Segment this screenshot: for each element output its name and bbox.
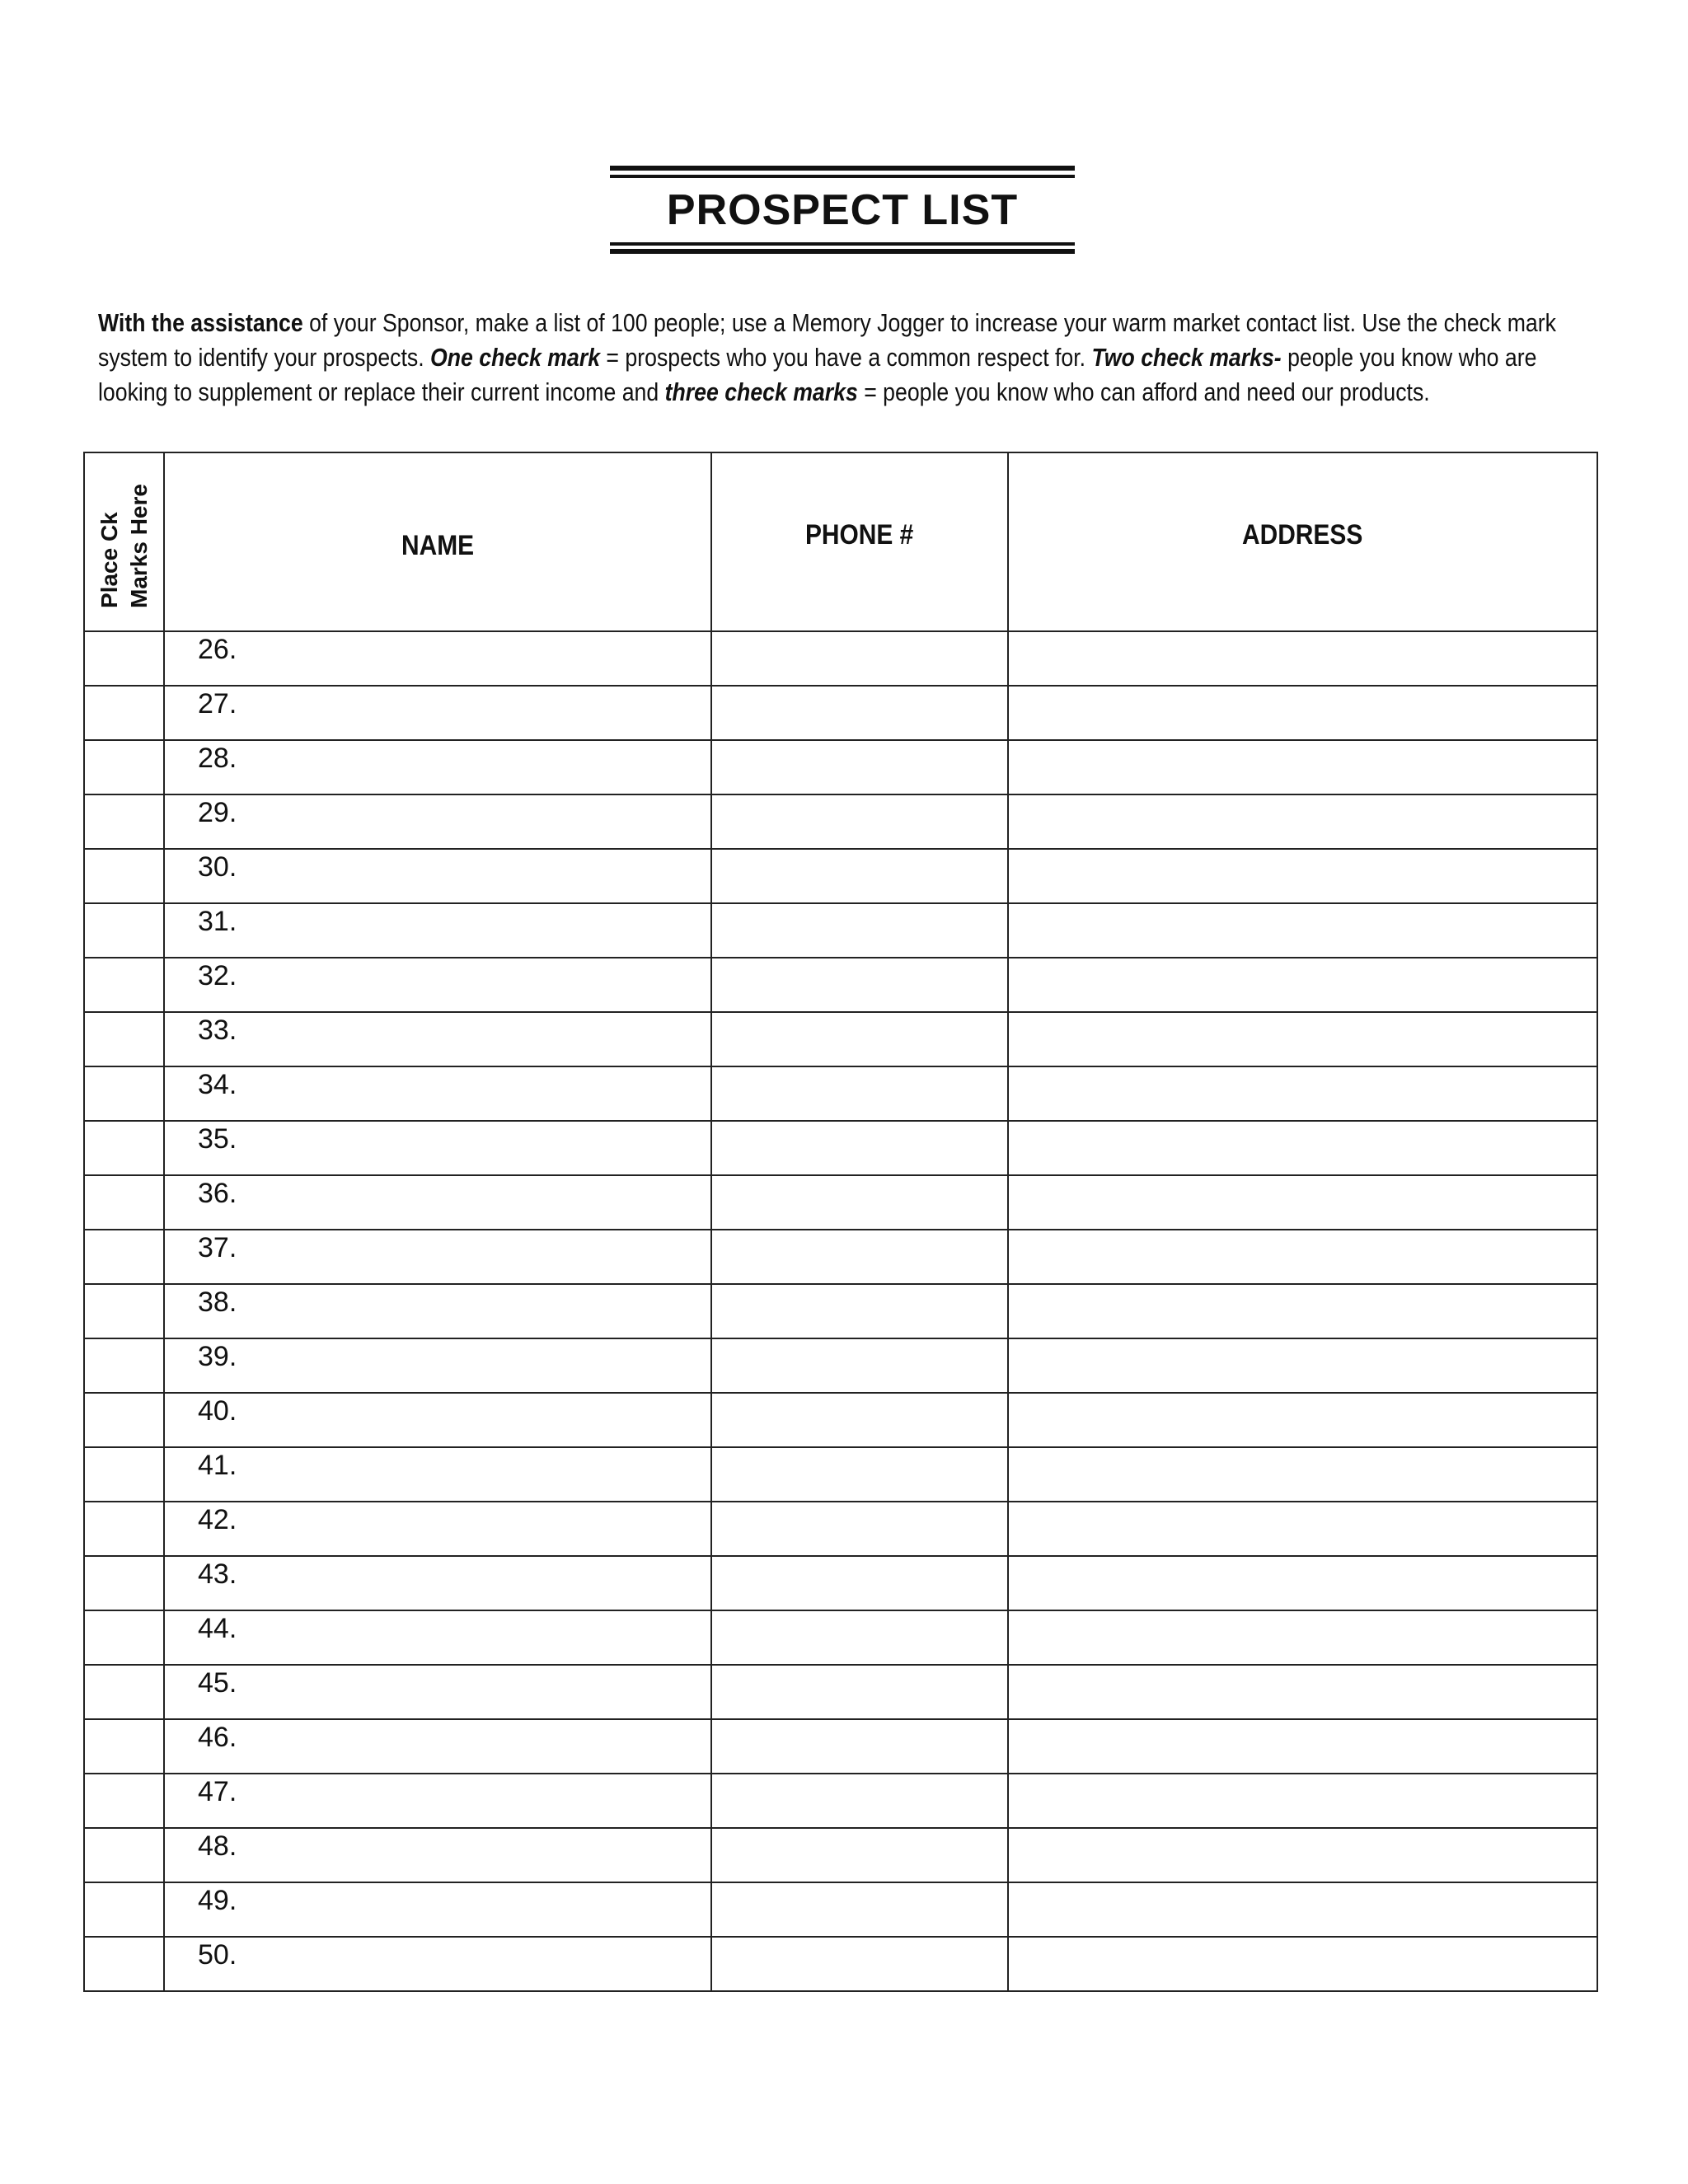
name-header <box>164 452 711 631</box>
table-row <box>84 1937 1597 1991</box>
check-mark-cell[interactable] <box>84 1012 164 1066</box>
phone-cell[interactable] <box>711 958 1008 1012</box>
table-row <box>84 958 1597 1012</box>
intro-two-check: Two check marks- <box>1091 343 1282 372</box>
table-row <box>84 1338 1597 1393</box>
name-cell[interactable] <box>164 1774 711 1828</box>
row-number: 36. <box>198 1178 237 1209</box>
row-number: 35. <box>198 1123 237 1155</box>
address-header <box>1008 452 1597 631</box>
address-cell[interactable] <box>1008 1121 1597 1175</box>
phone-header <box>711 452 1008 631</box>
table-row <box>84 1719 1597 1774</box>
name-cell[interactable] <box>164 1937 711 1991</box>
name-cell[interactable] <box>164 1447 711 1502</box>
table-row <box>84 1175 1597 1230</box>
name-header-label: NAME <box>401 530 475 561</box>
row-number: 37. <box>198 1232 237 1263</box>
check-mark-cell[interactable] <box>84 631 164 686</box>
address-cell[interactable] <box>1008 794 1597 849</box>
address-cell[interactable] <box>1008 1393 1597 1447</box>
check-mark-cell[interactable] <box>84 1610 164 1665</box>
table-row <box>84 631 1597 686</box>
intro-text-2: = prospects who you have a common respect for. <box>600 343 1092 372</box>
table-row <box>84 903 1597 958</box>
title-rule-bottom-thin <box>610 242 1075 246</box>
row-number: 27. <box>198 688 237 719</box>
address-cell[interactable] <box>1008 1284 1597 1338</box>
check-mark-cell[interactable] <box>84 740 164 794</box>
address-cell[interactable] <box>1008 1447 1597 1502</box>
phone-cell[interactable] <box>711 1338 1008 1393</box>
phone-cell[interactable] <box>711 1937 1008 1991</box>
check-mark-cell[interactable] <box>84 1393 164 1447</box>
name-cell[interactable] <box>164 1882 711 1937</box>
phone-cell[interactable] <box>711 1502 1008 1556</box>
table-row <box>84 1066 1597 1121</box>
check-mark-cell[interactable] <box>84 1066 164 1121</box>
check-mark-cell[interactable] <box>84 1284 164 1338</box>
address-cell[interactable] <box>1008 686 1597 740</box>
phone-cell[interactable] <box>711 631 1008 686</box>
table-row <box>84 1284 1597 1338</box>
check-header-line-2: Marks Here <box>125 483 152 608</box>
row-number: 26. <box>198 634 237 665</box>
row-number: 31. <box>198 906 237 937</box>
address-cell[interactable] <box>1008 1066 1597 1121</box>
name-cell[interactable] <box>164 958 711 1012</box>
name-cell[interactable] <box>164 1665 711 1719</box>
address-cell[interactable] <box>1008 1012 1597 1066</box>
row-number: 41. <box>198 1450 237 1481</box>
address-cell[interactable] <box>1008 1719 1597 1774</box>
intro-text-3: people you know who are looking to supplement or replace their current income and <box>98 343 1537 406</box>
name-cell[interactable] <box>164 631 711 686</box>
table-row <box>84 686 1597 740</box>
address-cell[interactable] <box>1008 1774 1597 1828</box>
table-row <box>84 1393 1597 1447</box>
row-number: 38. <box>198 1286 237 1318</box>
row-number: 29. <box>198 797 237 828</box>
intro-one-check: One check mark <box>430 343 601 372</box>
table-row <box>84 1774 1597 1828</box>
check-mark-cell[interactable] <box>84 686 164 740</box>
name-cell[interactable] <box>164 1284 711 1338</box>
prospect-table <box>83 452 1598 1992</box>
title-rule-bottom-thick <box>610 249 1075 254</box>
phone-cell[interactable] <box>711 1719 1008 1774</box>
row-number: 48. <box>198 1830 237 1862</box>
table-row <box>84 1556 1597 1610</box>
name-cell[interactable] <box>164 1338 711 1393</box>
phone-cell[interactable] <box>711 1121 1008 1175</box>
address-header-label: ADDRESS <box>1242 519 1363 551</box>
name-cell[interactable] <box>164 1012 711 1066</box>
check-mark-cell[interactable] <box>84 849 164 903</box>
row-number: 49. <box>198 1885 237 1916</box>
row-number: 39. <box>198 1341 237 1372</box>
table-row <box>84 1610 1597 1665</box>
address-cell[interactable] <box>1008 1882 1597 1937</box>
phone-cell[interactable] <box>711 1066 1008 1121</box>
name-cell[interactable] <box>164 740 711 794</box>
address-cell[interactable] <box>1008 958 1597 1012</box>
row-number: 30. <box>198 851 237 883</box>
row-number: 28. <box>198 743 237 774</box>
name-cell[interactable] <box>164 1066 711 1121</box>
title-rule-top-thin <box>610 175 1075 178</box>
table-row <box>84 1447 1597 1502</box>
row-number: 45. <box>198 1667 237 1699</box>
check-mark-cell[interactable] <box>84 1447 164 1502</box>
phone-header-label: PHONE # <box>805 519 914 551</box>
table-row <box>84 1012 1597 1066</box>
row-number: 50. <box>198 1939 237 1971</box>
name-cell[interactable] <box>164 794 711 849</box>
phone-cell[interactable] <box>711 903 1008 958</box>
table-row <box>84 1502 1597 1556</box>
check-mark-cell[interactable] <box>84 1556 164 1610</box>
phone-cell[interactable] <box>711 1882 1008 1937</box>
phone-cell[interactable] <box>711 1284 1008 1338</box>
intro-text-4: = people you know who can afford and need our products. <box>857 377 1430 406</box>
phone-cell[interactable] <box>711 794 1008 849</box>
row-number: 34. <box>198 1069 237 1100</box>
phone-cell[interactable] <box>711 1175 1008 1230</box>
check-mark-cell[interactable] <box>84 1121 164 1175</box>
intro-three-check: three check marks <box>664 377 858 406</box>
name-cell[interactable] <box>164 686 711 740</box>
check-mark-cell[interactable] <box>84 1175 164 1230</box>
table-row <box>84 740 1597 794</box>
table-row <box>84 1882 1597 1937</box>
address-cell[interactable] <box>1008 740 1597 794</box>
table-row <box>84 849 1597 903</box>
phone-cell[interactable] <box>711 1556 1008 1610</box>
name-cell[interactable] <box>164 849 711 903</box>
name-cell[interactable] <box>164 903 711 958</box>
check-mark-cell[interactable] <box>84 1502 164 1556</box>
address-cell[interactable] <box>1008 1556 1597 1610</box>
phone-cell[interactable] <box>711 1610 1008 1665</box>
check-header-line-1: Place Ck <box>96 511 122 608</box>
name-cell[interactable] <box>164 1828 711 1882</box>
row-number: 47. <box>198 1776 237 1807</box>
row-number: 33. <box>198 1015 237 1046</box>
phone-cell[interactable] <box>711 1828 1008 1882</box>
title-rule-top-thick <box>610 166 1075 171</box>
phone-cell[interactable] <box>711 740 1008 794</box>
table-row <box>84 1121 1597 1175</box>
check-mark-cell[interactable] <box>84 958 164 1012</box>
address-cell[interactable] <box>1008 631 1597 686</box>
check-mark-cell[interactable] <box>84 1230 164 1284</box>
check-mark-cell[interactable] <box>84 903 164 958</box>
intro-text-1: of your Sponsor, make a list of 100 people; use a Memory Jogger to increase your warm market contact list. Use the check mark system to identify your prospects. <box>98 308 1556 372</box>
address-cell[interactable] <box>1008 1502 1597 1556</box>
address-cell[interactable] <box>1008 1937 1597 1991</box>
row-number: 42. <box>198 1504 237 1535</box>
phone-cell[interactable] <box>711 1447 1008 1502</box>
instructions-paragraph <box>98 306 1590 410</box>
check-mark-cell[interactable] <box>84 1828 164 1882</box>
phone-cell[interactable] <box>711 1230 1008 1284</box>
phone-cell[interactable] <box>711 1774 1008 1828</box>
address-cell[interactable] <box>1008 1175 1597 1230</box>
address-cell[interactable] <box>1008 1828 1597 1882</box>
check-mark-cell[interactable] <box>84 1774 164 1828</box>
check-mark-cell[interactable] <box>84 1338 164 1393</box>
page-title: PROSPECT LIST <box>666 186 1019 234</box>
check-mark-cell[interactable] <box>84 794 164 849</box>
table-row <box>84 1665 1597 1719</box>
address-cell[interactable] <box>1008 1230 1597 1284</box>
address-cell[interactable] <box>1008 1665 1597 1719</box>
check-mark-cell[interactable] <box>84 1719 164 1774</box>
row-number: 40. <box>198 1395 237 1427</box>
row-number: 32. <box>198 960 237 991</box>
address-cell[interactable] <box>1008 1610 1597 1665</box>
row-number: 46. <box>198 1722 237 1753</box>
name-cell[interactable] <box>164 1719 711 1774</box>
table-row <box>84 794 1597 849</box>
row-number: 44. <box>198 1613 237 1644</box>
name-cell[interactable] <box>164 1230 711 1284</box>
address-cell[interactable] <box>1008 849 1597 903</box>
phone-cell[interactable] <box>711 849 1008 903</box>
check-mark-cell[interactable] <box>84 1882 164 1937</box>
title-block <box>610 166 1075 255</box>
check-mark-cell[interactable] <box>84 1665 164 1719</box>
name-cell[interactable] <box>164 1393 711 1447</box>
phone-cell[interactable] <box>711 1393 1008 1447</box>
name-cell[interactable] <box>164 1556 711 1610</box>
check-mark-cell[interactable] <box>84 1937 164 1991</box>
table-row <box>84 1230 1597 1284</box>
header-row <box>84 452 1597 631</box>
name-cell[interactable] <box>164 1502 711 1556</box>
name-cell[interactable] <box>164 1121 711 1175</box>
address-cell[interactable] <box>1008 903 1597 958</box>
phone-cell[interactable] <box>711 1012 1008 1066</box>
row-number: 43. <box>198 1558 237 1590</box>
phone-cell[interactable] <box>711 1665 1008 1719</box>
intro-lead: With the assistance <box>98 308 303 337</box>
name-cell[interactable] <box>164 1175 711 1230</box>
address-cell[interactable] <box>1008 1338 1597 1393</box>
check-marks-header <box>84 452 164 631</box>
table-row <box>84 1828 1597 1882</box>
name-cell[interactable] <box>164 1610 711 1665</box>
phone-cell[interactable] <box>711 686 1008 740</box>
